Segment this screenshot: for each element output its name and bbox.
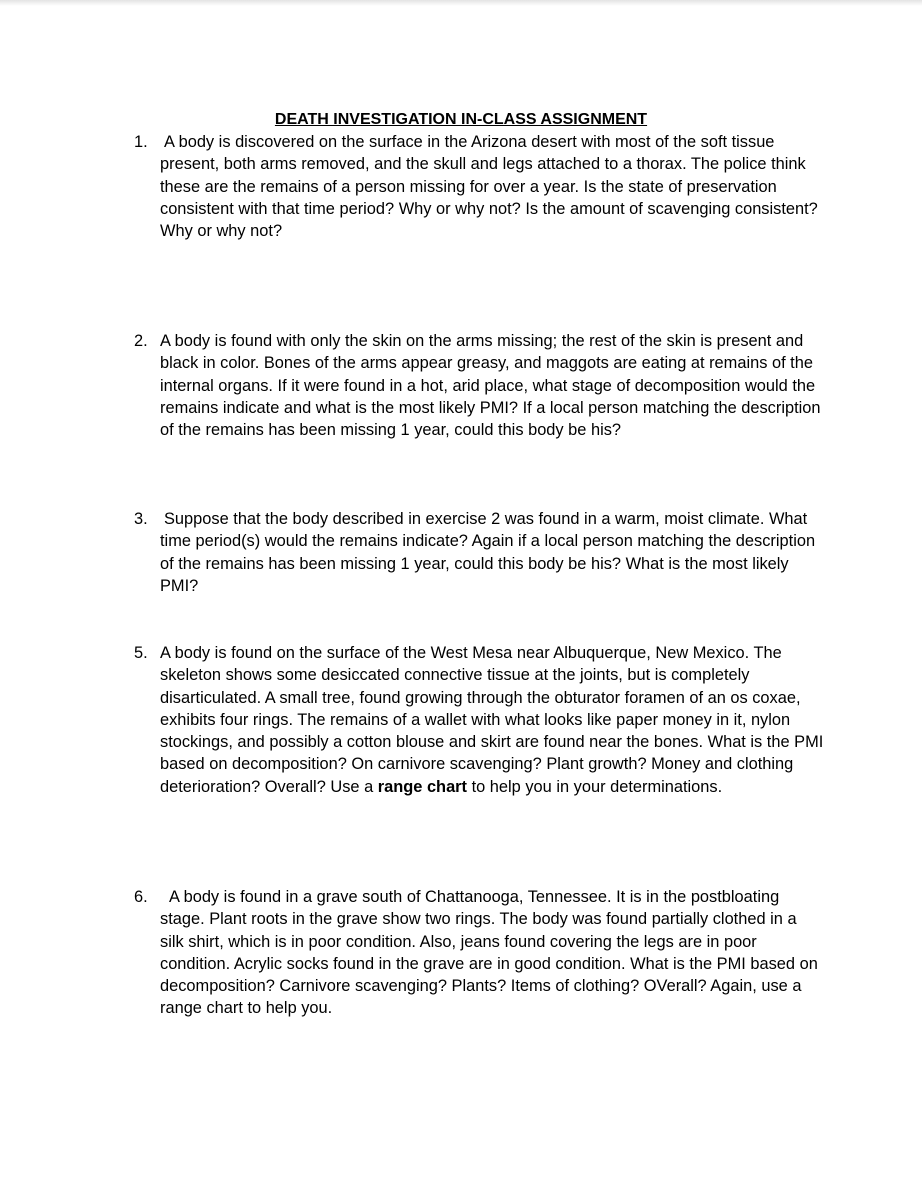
question-number: 3. <box>134 510 148 528</box>
question-1 <box>134 131 824 242</box>
page-top-edge <box>0 0 922 6</box>
question-3 <box>134 508 824 597</box>
question-text: A body is discovered on the surface in the Arizona desert with most of the soft tissue present, both arms removed, and the skull and legs attached to a thorax. The police think these are the remains of a person missing for over a year. Is the state of preservation consistent with that time period? Why or why not? Is the amount of scavenging consistent? Why or why not? <box>160 133 818 241</box>
question-text <box>160 642 824 798</box>
question-number: 6. <box>134 888 148 906</box>
question-text: A body is found with only the skin on the arms missing; the rest of the skin is present and black in color. Bones of the arms appear greasy, and maggots are eating at remains of the internal organs. If it were found in a hot, arid place, what stage of decomposition would the remains indicate and what is the most likely PMI? If a local person matching the description of the remains has been missing 1 year, could this body be his? <box>160 332 821 440</box>
question-number: 2. <box>134 332 148 350</box>
document-title: DEATH INVESTIGATION IN-CLASS ASSIGNMENT <box>274 111 648 128</box>
question-number: 5. <box>134 644 148 662</box>
range-chart-emphasis: range chart <box>377 777 468 796</box>
question-6 <box>134 886 824 1020</box>
question-text-part: A body is found on the surface of the West Mesa near Albuquerque, New Mexico. The skeleton shows some desiccated connective tissue at the joints, but is completely disarticulated. A small tree, found growing through the obturator foramen of an os coxae, exhibits four rings. The remains of a wallet with what looks like paper money in it, nylon stockings, and possibly a cotton blouse and skirt are found near the bones. What is the PMI based on decomposition? On carnivore scavenging? Plant growth? Money and clothing deterioration? Overall? Use a <box>160 644 824 796</box>
question-text: Suppose that the body described in exercise 2 was found in a warm, moist climate. What time period(s) would the remains indicate? Again if a local person matching the description of the remains has been missing 1 year, could this body be his? What is the most likely PMI? <box>160 510 816 595</box>
question-5 <box>134 642 824 798</box>
question-text: A body is found in a grave south of Chattanooga, Tennessee. It is in the postbloating stage. Plant roots in the grave show two rings. The body was found partially clothed in a silk shirt, which is in poor condition. Also, jeans found covering the legs are in poor condition. Acrylic socks found in the grave are in good condition. What is the PMI based on decomposition? Carnivore scavenging? Plants? Items of clothing? OVerall? Again, use a range chart to help you. <box>160 888 818 1018</box>
question-2 <box>134 330 824 441</box>
question-number: 1. <box>134 133 148 151</box>
question-text-part: to help you in your determinations. <box>467 777 723 796</box>
